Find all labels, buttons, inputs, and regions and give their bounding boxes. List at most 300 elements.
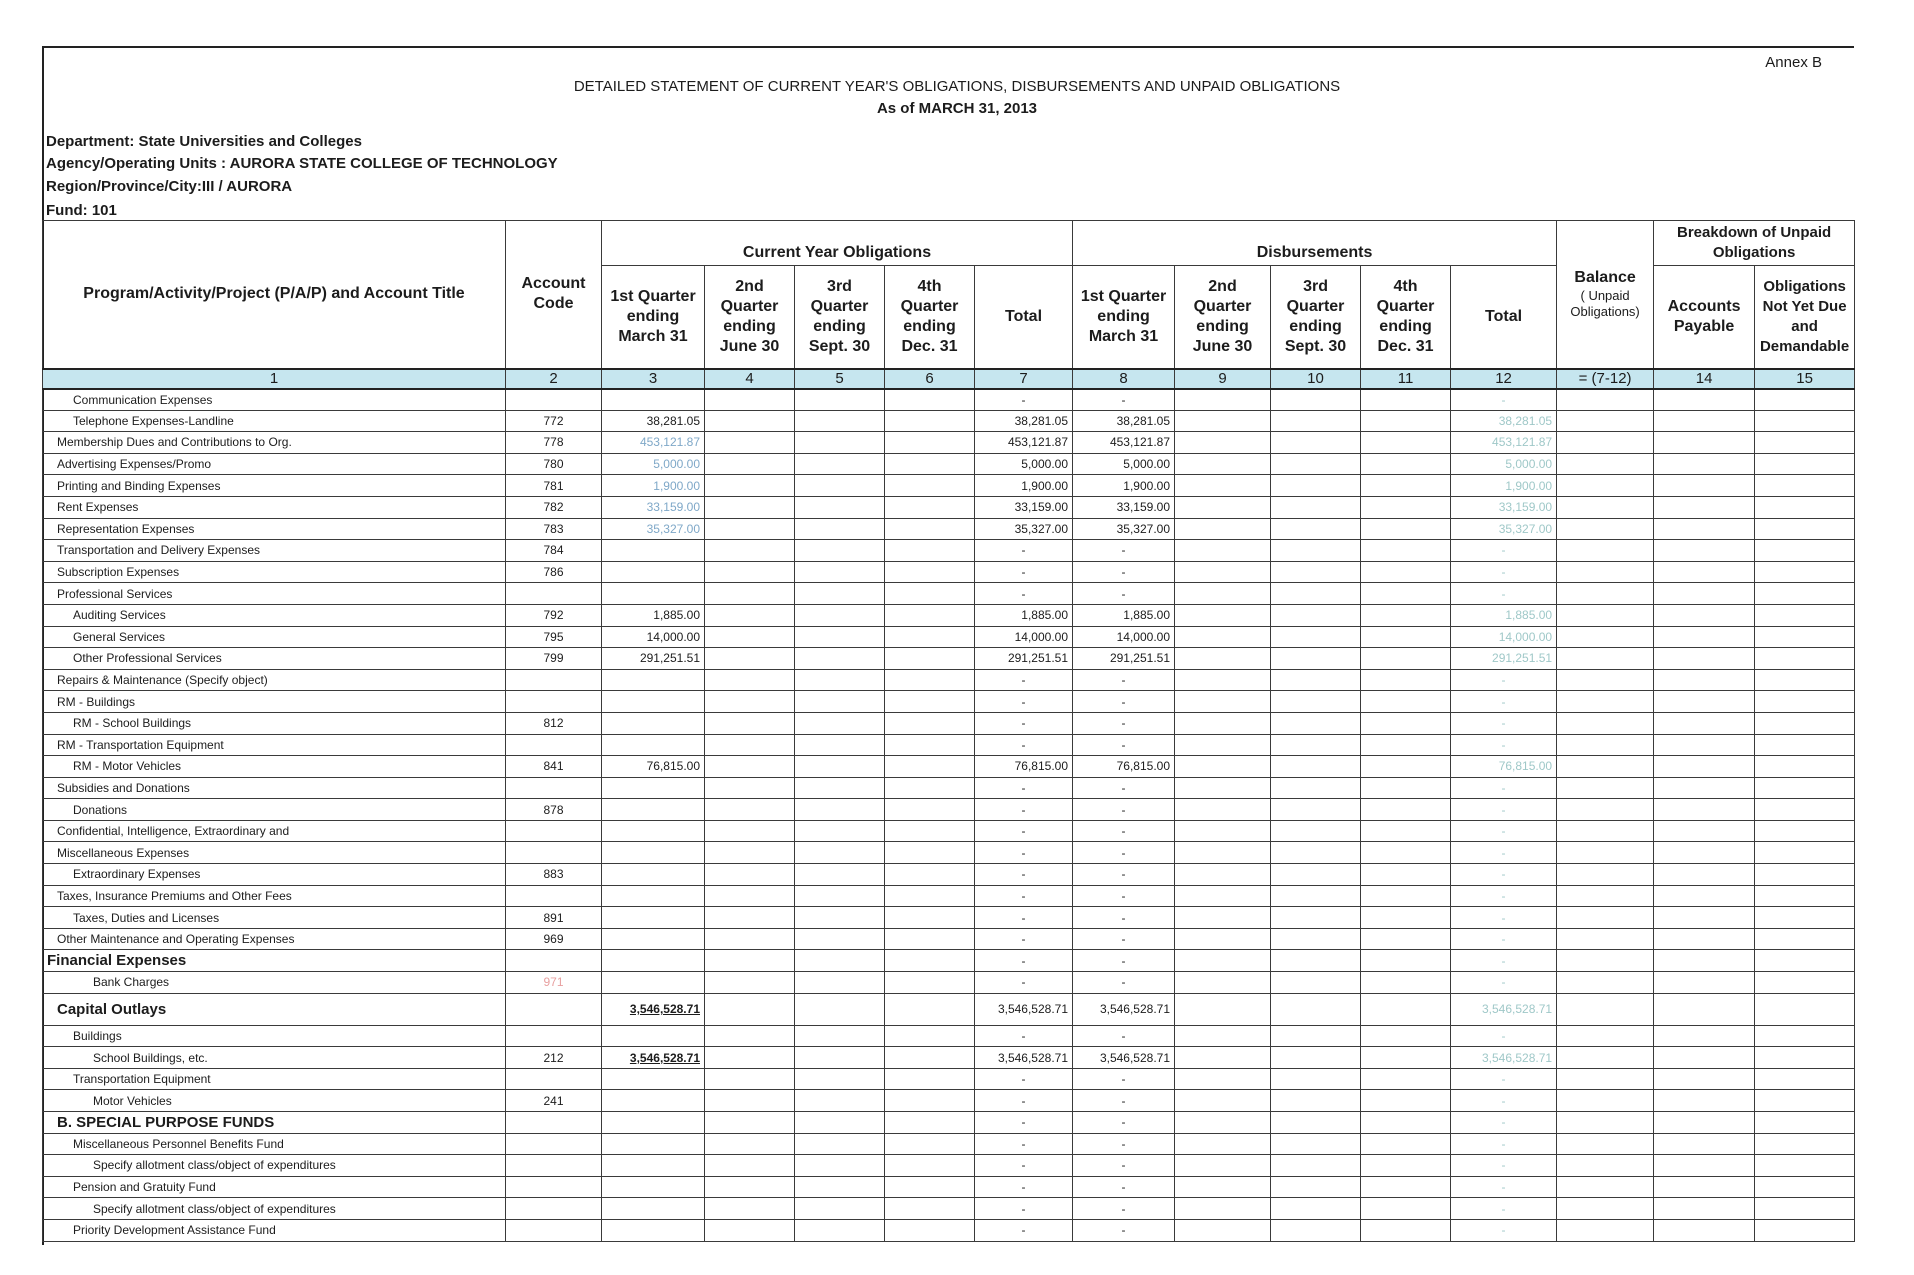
row-account-code: 878 xyxy=(506,799,602,821)
row-account-code xyxy=(506,950,602,972)
row-obligation-q4 xyxy=(885,540,975,562)
row-disbursement-q1: - xyxy=(1073,1133,1175,1155)
row-obligation-q1 xyxy=(602,1155,705,1177)
row-disbursement-q4 xyxy=(1361,928,1451,950)
row-obligation-q1 xyxy=(602,1176,705,1198)
table-row xyxy=(43,648,1855,670)
row-disbursement-q4 xyxy=(1361,410,1451,432)
row-account-title: Membership Dues and Contributions to Org. xyxy=(43,432,506,454)
row-disbursement-q1: - xyxy=(1073,1219,1175,1241)
row-disbursement-q4 xyxy=(1361,518,1451,540)
column-number-cell: 3 xyxy=(602,369,705,389)
row-account-code: 786 xyxy=(506,561,602,583)
row-obligation-q1 xyxy=(602,820,705,842)
row-obligations-not-yet-due xyxy=(1755,561,1855,583)
row-disbursement-q3 xyxy=(1271,799,1361,821)
table-row xyxy=(43,626,1855,648)
row-obligation-q4 xyxy=(885,734,975,756)
row-accounts-payable xyxy=(1654,756,1755,778)
row-disbursement-q4 xyxy=(1361,1068,1451,1090)
row-obligation-q1 xyxy=(602,1025,705,1047)
table-row xyxy=(43,1068,1855,1090)
row-disbursement-q2 xyxy=(1175,1219,1271,1241)
row-obligation-q3 xyxy=(795,928,885,950)
row-obligation-q4 xyxy=(885,691,975,713)
row-obligation-q2 xyxy=(705,1155,795,1177)
statement-table xyxy=(42,220,1855,1242)
row-account-code xyxy=(506,885,602,907)
row-obligations-not-yet-due xyxy=(1755,950,1855,972)
column-number-cell: 4 xyxy=(705,369,795,389)
row-disbursement-q2 xyxy=(1175,518,1271,540)
row-obligation-q4 xyxy=(885,604,975,626)
row-disbursement-q3 xyxy=(1271,842,1361,864)
row-obligation-q2 xyxy=(705,820,795,842)
row-obligation-q2 xyxy=(705,950,795,972)
row-obligation-q4 xyxy=(885,799,975,821)
row-accounts-payable xyxy=(1654,1133,1755,1155)
row-account-code: 891 xyxy=(506,907,602,929)
row-obligation-total: - xyxy=(975,1198,1073,1220)
table-row xyxy=(43,389,1855,411)
row-obligation-q1 xyxy=(602,1133,705,1155)
row-disbursement-q4 xyxy=(1361,756,1451,778)
row-accounts-payable xyxy=(1654,1155,1755,1177)
row-obligation-q1: 33,159.00 xyxy=(602,496,705,518)
row-disbursement-q4 xyxy=(1361,1112,1451,1134)
row-disbursement-q3 xyxy=(1271,453,1361,475)
row-account-title: Communication Expenses xyxy=(43,389,506,411)
table-row xyxy=(43,1112,1855,1134)
row-obligation-q2 xyxy=(705,777,795,799)
row-obligation-total: 35,327.00 xyxy=(975,518,1073,540)
row-account-code xyxy=(506,1176,602,1198)
row-disbursement-q1: - xyxy=(1073,1068,1175,1090)
row-balance xyxy=(1557,734,1654,756)
row-accounts-payable xyxy=(1654,475,1755,497)
row-balance xyxy=(1557,864,1654,886)
row-disbursement-q3 xyxy=(1271,972,1361,994)
row-obligations-not-yet-due xyxy=(1755,734,1855,756)
row-account-title: Telephone Expenses-Landline xyxy=(43,410,506,432)
row-disbursement-total: - xyxy=(1451,928,1557,950)
row-disbursement-total: - xyxy=(1451,540,1557,562)
row-disbursement-total: - xyxy=(1451,561,1557,583)
row-obligations-not-yet-due xyxy=(1755,669,1855,691)
row-obligation-q2 xyxy=(705,907,795,929)
row-disbursement-q4 xyxy=(1361,648,1451,670)
row-disbursement-q1: - xyxy=(1073,950,1175,972)
row-obligation-q2 xyxy=(705,712,795,734)
row-disbursement-total: - xyxy=(1451,712,1557,734)
row-disbursement-q1: 38,281.05 xyxy=(1073,410,1175,432)
header-cyo-q1: 1st Quarter ending March 31 xyxy=(602,266,705,369)
row-disbursement-total: 1,885.00 xyxy=(1451,604,1557,626)
row-obligations-not-yet-due xyxy=(1755,799,1855,821)
row-balance xyxy=(1557,842,1654,864)
row-disbursement-q4 xyxy=(1361,1176,1451,1198)
row-disbursement-q2 xyxy=(1175,604,1271,626)
row-obligation-total: 291,251.51 xyxy=(975,648,1073,670)
column-number-cell: 6 xyxy=(885,369,975,389)
row-obligation-q1 xyxy=(602,583,705,605)
header-cyo-q3: 3rd Quarter ending Sept. 30 xyxy=(795,266,885,369)
row-obligation-q1 xyxy=(602,864,705,886)
row-account-code: 812 xyxy=(506,712,602,734)
row-disbursement-q1: - xyxy=(1073,389,1175,411)
row-disbursement-q3 xyxy=(1271,1047,1361,1069)
table-row xyxy=(43,712,1855,734)
row-disbursement-q4 xyxy=(1361,950,1451,972)
row-disbursement-q3 xyxy=(1271,950,1361,972)
row-obligation-q1 xyxy=(602,842,705,864)
row-obligation-q3 xyxy=(795,583,885,605)
row-obligation-q4 xyxy=(885,496,975,518)
row-obligation-q3 xyxy=(795,604,885,626)
row-obligation-q4 xyxy=(885,820,975,842)
row-balance xyxy=(1557,1112,1654,1134)
row-disbursement-q3 xyxy=(1271,410,1361,432)
row-obligations-not-yet-due xyxy=(1755,1219,1855,1241)
row-account-code: 883 xyxy=(506,864,602,886)
row-obligation-q2 xyxy=(705,799,795,821)
row-obligations-not-yet-due xyxy=(1755,756,1855,778)
row-obligations-not-yet-due xyxy=(1755,648,1855,670)
row-obligations-not-yet-due xyxy=(1755,626,1855,648)
row-obligation-q1 xyxy=(602,1112,705,1134)
row-obligation-total: - xyxy=(975,561,1073,583)
row-obligations-not-yet-due xyxy=(1755,410,1855,432)
row-obligation-q1: 3,546,528.71 xyxy=(602,1047,705,1069)
header-pap: Program/Activity/Project (P/A/P) and Account Title xyxy=(43,221,506,369)
row-accounts-payable xyxy=(1654,604,1755,626)
row-obligation-q3 xyxy=(795,777,885,799)
table-row xyxy=(43,669,1855,691)
row-disbursement-q3 xyxy=(1271,928,1361,950)
row-disbursement-total: 453,121.87 xyxy=(1451,432,1557,454)
row-obligation-q2 xyxy=(705,1025,795,1047)
row-account-code: 781 xyxy=(506,475,602,497)
row-obligation-q3 xyxy=(795,518,885,540)
row-disbursement-q1: - xyxy=(1073,972,1175,994)
header-disb-q1: 1st Quarter ending March 31 xyxy=(1073,266,1175,369)
row-account-code: 780 xyxy=(506,453,602,475)
row-obligation-q1: 1,900.00 xyxy=(602,475,705,497)
row-obligation-q3 xyxy=(795,734,885,756)
row-obligation-total: 38,281.05 xyxy=(975,410,1073,432)
row-obligation-q3 xyxy=(795,972,885,994)
row-disbursement-q2 xyxy=(1175,496,1271,518)
row-account-title: Specify allotment class/object of expenditures xyxy=(43,1155,506,1177)
row-obligation-total: - xyxy=(975,1133,1073,1155)
row-disbursement-q4 xyxy=(1361,799,1451,821)
table-row xyxy=(43,1176,1855,1198)
row-disbursement-q2 xyxy=(1175,1176,1271,1198)
row-obligations-not-yet-due xyxy=(1755,820,1855,842)
row-account-title: Printing and Binding Expenses xyxy=(43,475,506,497)
row-disbursement-q2 xyxy=(1175,626,1271,648)
row-accounts-payable xyxy=(1654,691,1755,713)
row-obligation-q3 xyxy=(795,1198,885,1220)
row-obligation-q2 xyxy=(705,669,795,691)
row-obligation-total: - xyxy=(975,712,1073,734)
table-row xyxy=(43,518,1855,540)
row-account-code: 841 xyxy=(506,756,602,778)
row-disbursement-q1: - xyxy=(1073,1090,1175,1112)
row-obligation-q2 xyxy=(705,626,795,648)
row-balance xyxy=(1557,1155,1654,1177)
row-account-code: 778 xyxy=(506,432,602,454)
row-obligation-total: - xyxy=(975,1090,1073,1112)
row-obligation-q2 xyxy=(705,864,795,886)
row-accounts-payable xyxy=(1654,734,1755,756)
row-disbursement-q4 xyxy=(1361,453,1451,475)
fund-line: Fund: 101 xyxy=(46,202,117,219)
row-disbursement-q4 xyxy=(1361,820,1451,842)
row-account-code: 795 xyxy=(506,626,602,648)
table-row xyxy=(43,842,1855,864)
column-number-cell: 10 xyxy=(1271,369,1361,389)
row-account-code: 783 xyxy=(506,518,602,540)
row-balance xyxy=(1557,756,1654,778)
row-disbursement-q4 xyxy=(1361,561,1451,583)
row-account-title: Miscellaneous Expenses xyxy=(43,842,506,864)
row-obligation-q1 xyxy=(602,389,705,411)
row-account-title: Confidential, Intelligence, Extraordinary and xyxy=(43,820,506,842)
row-disbursement-q1: 1,900.00 xyxy=(1073,475,1175,497)
row-obligation-q2 xyxy=(705,1047,795,1069)
row-disbursement-q2 xyxy=(1175,432,1271,454)
row-obligations-not-yet-due xyxy=(1755,453,1855,475)
row-disbursement-q3 xyxy=(1271,1112,1361,1134)
row-obligations-not-yet-due xyxy=(1755,842,1855,864)
row-balance xyxy=(1557,820,1654,842)
row-account-title: Representation Expenses xyxy=(43,518,506,540)
row-disbursement-q3 xyxy=(1271,820,1361,842)
row-account-title: RM - Buildings xyxy=(43,691,506,713)
column-number-cell: 8 xyxy=(1073,369,1175,389)
column-number-row xyxy=(43,369,1855,389)
row-account-code xyxy=(506,842,602,864)
row-disbursement-q2 xyxy=(1175,475,1271,497)
column-number-cell: 14 xyxy=(1654,369,1755,389)
row-balance xyxy=(1557,453,1654,475)
row-obligation-q4 xyxy=(885,561,975,583)
row-obligation-total: 453,121.87 xyxy=(975,432,1073,454)
column-number-cell: = (7-12) xyxy=(1557,369,1654,389)
table-row xyxy=(43,1090,1855,1112)
row-obligation-total: - xyxy=(975,1112,1073,1134)
row-obligation-q4 xyxy=(885,885,975,907)
row-account-code: 969 xyxy=(506,928,602,950)
row-obligation-q3 xyxy=(795,907,885,929)
row-obligation-q1 xyxy=(602,712,705,734)
row-accounts-payable xyxy=(1654,950,1755,972)
row-obligation-q1 xyxy=(602,950,705,972)
row-obligation-q4 xyxy=(885,842,975,864)
row-disbursement-q1: 76,815.00 xyxy=(1073,756,1175,778)
row-accounts-payable xyxy=(1654,885,1755,907)
row-account-title: Subsidies and Donations xyxy=(43,777,506,799)
row-obligation-q4 xyxy=(885,864,975,886)
row-account-title: Repairs & Maintenance (Specify object) xyxy=(43,669,506,691)
row-accounts-payable xyxy=(1654,453,1755,475)
table-row xyxy=(43,972,1855,994)
row-obligation-q1 xyxy=(602,561,705,583)
row-disbursement-total: - xyxy=(1451,1112,1557,1134)
row-obligation-total: - xyxy=(975,972,1073,994)
row-obligation-q2 xyxy=(705,928,795,950)
row-obligation-total: - xyxy=(975,928,1073,950)
row-obligations-not-yet-due xyxy=(1755,907,1855,929)
row-balance xyxy=(1557,799,1654,821)
row-disbursement-q4 xyxy=(1361,907,1451,929)
row-obligation-q4 xyxy=(885,583,975,605)
row-obligation-q3 xyxy=(795,453,885,475)
row-disbursement-q3 xyxy=(1271,648,1361,670)
row-obligation-q2 xyxy=(705,410,795,432)
row-account-code xyxy=(506,1025,602,1047)
table-row xyxy=(43,410,1855,432)
row-obligation-q1: 76,815.00 xyxy=(602,756,705,778)
row-balance xyxy=(1557,583,1654,605)
row-obligation-q1 xyxy=(602,1219,705,1241)
row-disbursement-q2 xyxy=(1175,864,1271,886)
row-disbursement-q3 xyxy=(1271,1025,1361,1047)
row-accounts-payable xyxy=(1654,1112,1755,1134)
row-disbursement-q4 xyxy=(1361,389,1451,411)
row-obligation-q2 xyxy=(705,1198,795,1220)
row-disbursement-total: 14,000.00 xyxy=(1451,626,1557,648)
row-account-title: Priority Development Assistance Fund xyxy=(43,1219,506,1241)
row-disbursement-q2 xyxy=(1175,1198,1271,1220)
row-obligation-total: - xyxy=(975,540,1073,562)
table-row xyxy=(43,475,1855,497)
row-disbursement-q2 xyxy=(1175,734,1271,756)
row-obligation-q1 xyxy=(602,734,705,756)
row-disbursement-q4 xyxy=(1361,1047,1451,1069)
row-account-code xyxy=(506,1198,602,1220)
row-disbursement-q2 xyxy=(1175,1133,1271,1155)
row-obligation-q1: 5,000.00 xyxy=(602,453,705,475)
row-disbursement-total: 3,546,528.71 xyxy=(1451,993,1557,1025)
row-disbursement-total: - xyxy=(1451,777,1557,799)
row-account-code xyxy=(506,583,602,605)
row-balance xyxy=(1557,691,1654,713)
row-obligation-q4 xyxy=(885,626,975,648)
table-row xyxy=(43,540,1855,562)
row-balance xyxy=(1557,518,1654,540)
row-obligations-not-yet-due xyxy=(1755,1112,1855,1134)
row-disbursement-q4 xyxy=(1361,734,1451,756)
statement-title: DETAILED STATEMENT OF CURRENT YEAR'S OBLIGATIONS, DISBURSEMENTS AND UNPAID OBLIGATIONS xyxy=(573,78,1341,95)
row-obligation-q2 xyxy=(705,432,795,454)
row-account-title: Bank Charges xyxy=(43,972,506,994)
row-disbursement-q2 xyxy=(1175,453,1271,475)
row-account-code xyxy=(506,389,602,411)
row-balance xyxy=(1557,1198,1654,1220)
row-obligation-total: - xyxy=(975,389,1073,411)
row-obligation-q3 xyxy=(795,885,885,907)
row-obligation-q3 xyxy=(795,1133,885,1155)
row-disbursement-q1: - xyxy=(1073,691,1175,713)
header-balance xyxy=(1557,221,1654,369)
row-account-title: Taxes, Insurance Premiums and Other Fees xyxy=(43,885,506,907)
table-row xyxy=(43,950,1855,972)
row-disbursement-q2 xyxy=(1175,1155,1271,1177)
row-obligation-q1 xyxy=(602,1068,705,1090)
table-row xyxy=(43,1198,1855,1220)
row-accounts-payable xyxy=(1654,561,1755,583)
header-cyo-q2: 2nd Quarter ending June 30 xyxy=(705,266,795,369)
row-balance xyxy=(1557,540,1654,562)
row-disbursement-q1: 453,121.87 xyxy=(1073,432,1175,454)
row-disbursement-q4 xyxy=(1361,1133,1451,1155)
row-obligation-total: 1,885.00 xyxy=(975,604,1073,626)
row-obligation-q4 xyxy=(885,1112,975,1134)
row-disbursement-q3 xyxy=(1271,626,1361,648)
row-disbursement-q4 xyxy=(1361,712,1451,734)
row-disbursement-q2 xyxy=(1175,950,1271,972)
row-accounts-payable xyxy=(1654,389,1755,411)
row-obligation-q3 xyxy=(795,389,885,411)
row-obligation-q2 xyxy=(705,648,795,670)
row-obligation-q2 xyxy=(705,691,795,713)
row-obligations-not-yet-due xyxy=(1755,1090,1855,1112)
row-disbursement-q4 xyxy=(1361,993,1451,1025)
row-balance xyxy=(1557,1176,1654,1198)
row-obligation-q4 xyxy=(885,950,975,972)
row-disbursement-q2 xyxy=(1175,561,1271,583)
row-accounts-payable xyxy=(1654,820,1755,842)
row-disbursement-q1: - xyxy=(1073,540,1175,562)
row-obligation-q3 xyxy=(795,1219,885,1241)
row-account-title: Motor Vehicles xyxy=(43,1090,506,1112)
table-row xyxy=(43,453,1855,475)
table-row xyxy=(43,928,1855,950)
row-disbursement-q3 xyxy=(1271,432,1361,454)
row-account-title: Taxes, Duties and Licenses xyxy=(43,907,506,929)
row-disbursement-q3 xyxy=(1271,1155,1361,1177)
row-obligations-not-yet-due xyxy=(1755,885,1855,907)
row-balance xyxy=(1557,496,1654,518)
row-obligation-q4 xyxy=(885,1198,975,1220)
row-disbursement-q4 xyxy=(1361,842,1451,864)
table-row xyxy=(43,777,1855,799)
row-obligations-not-yet-due xyxy=(1755,972,1855,994)
table-row xyxy=(43,993,1855,1025)
row-disbursement-total: - xyxy=(1451,734,1557,756)
row-disbursement-q1: - xyxy=(1073,799,1175,821)
row-obligation-q2 xyxy=(705,518,795,540)
row-disbursement-total: 1,900.00 xyxy=(1451,475,1557,497)
row-obligations-not-yet-due xyxy=(1755,1133,1855,1155)
row-disbursement-total: - xyxy=(1451,1133,1557,1155)
table-row xyxy=(43,1133,1855,1155)
row-account-code xyxy=(506,1068,602,1090)
column-number-cell: 2 xyxy=(506,369,602,389)
row-obligation-q3 xyxy=(795,799,885,821)
row-accounts-payable xyxy=(1654,669,1755,691)
header-disb-q3: 3rd Quarter ending Sept. 30 xyxy=(1271,266,1361,369)
row-disbursement-q3 xyxy=(1271,583,1361,605)
row-obligation-q2 xyxy=(705,583,795,605)
row-disbursement-q3 xyxy=(1271,993,1361,1025)
row-disbursement-q2 xyxy=(1175,799,1271,821)
row-disbursement-q3 xyxy=(1271,561,1361,583)
row-disbursement-q3 xyxy=(1271,864,1361,886)
row-account-title: General Services xyxy=(43,626,506,648)
